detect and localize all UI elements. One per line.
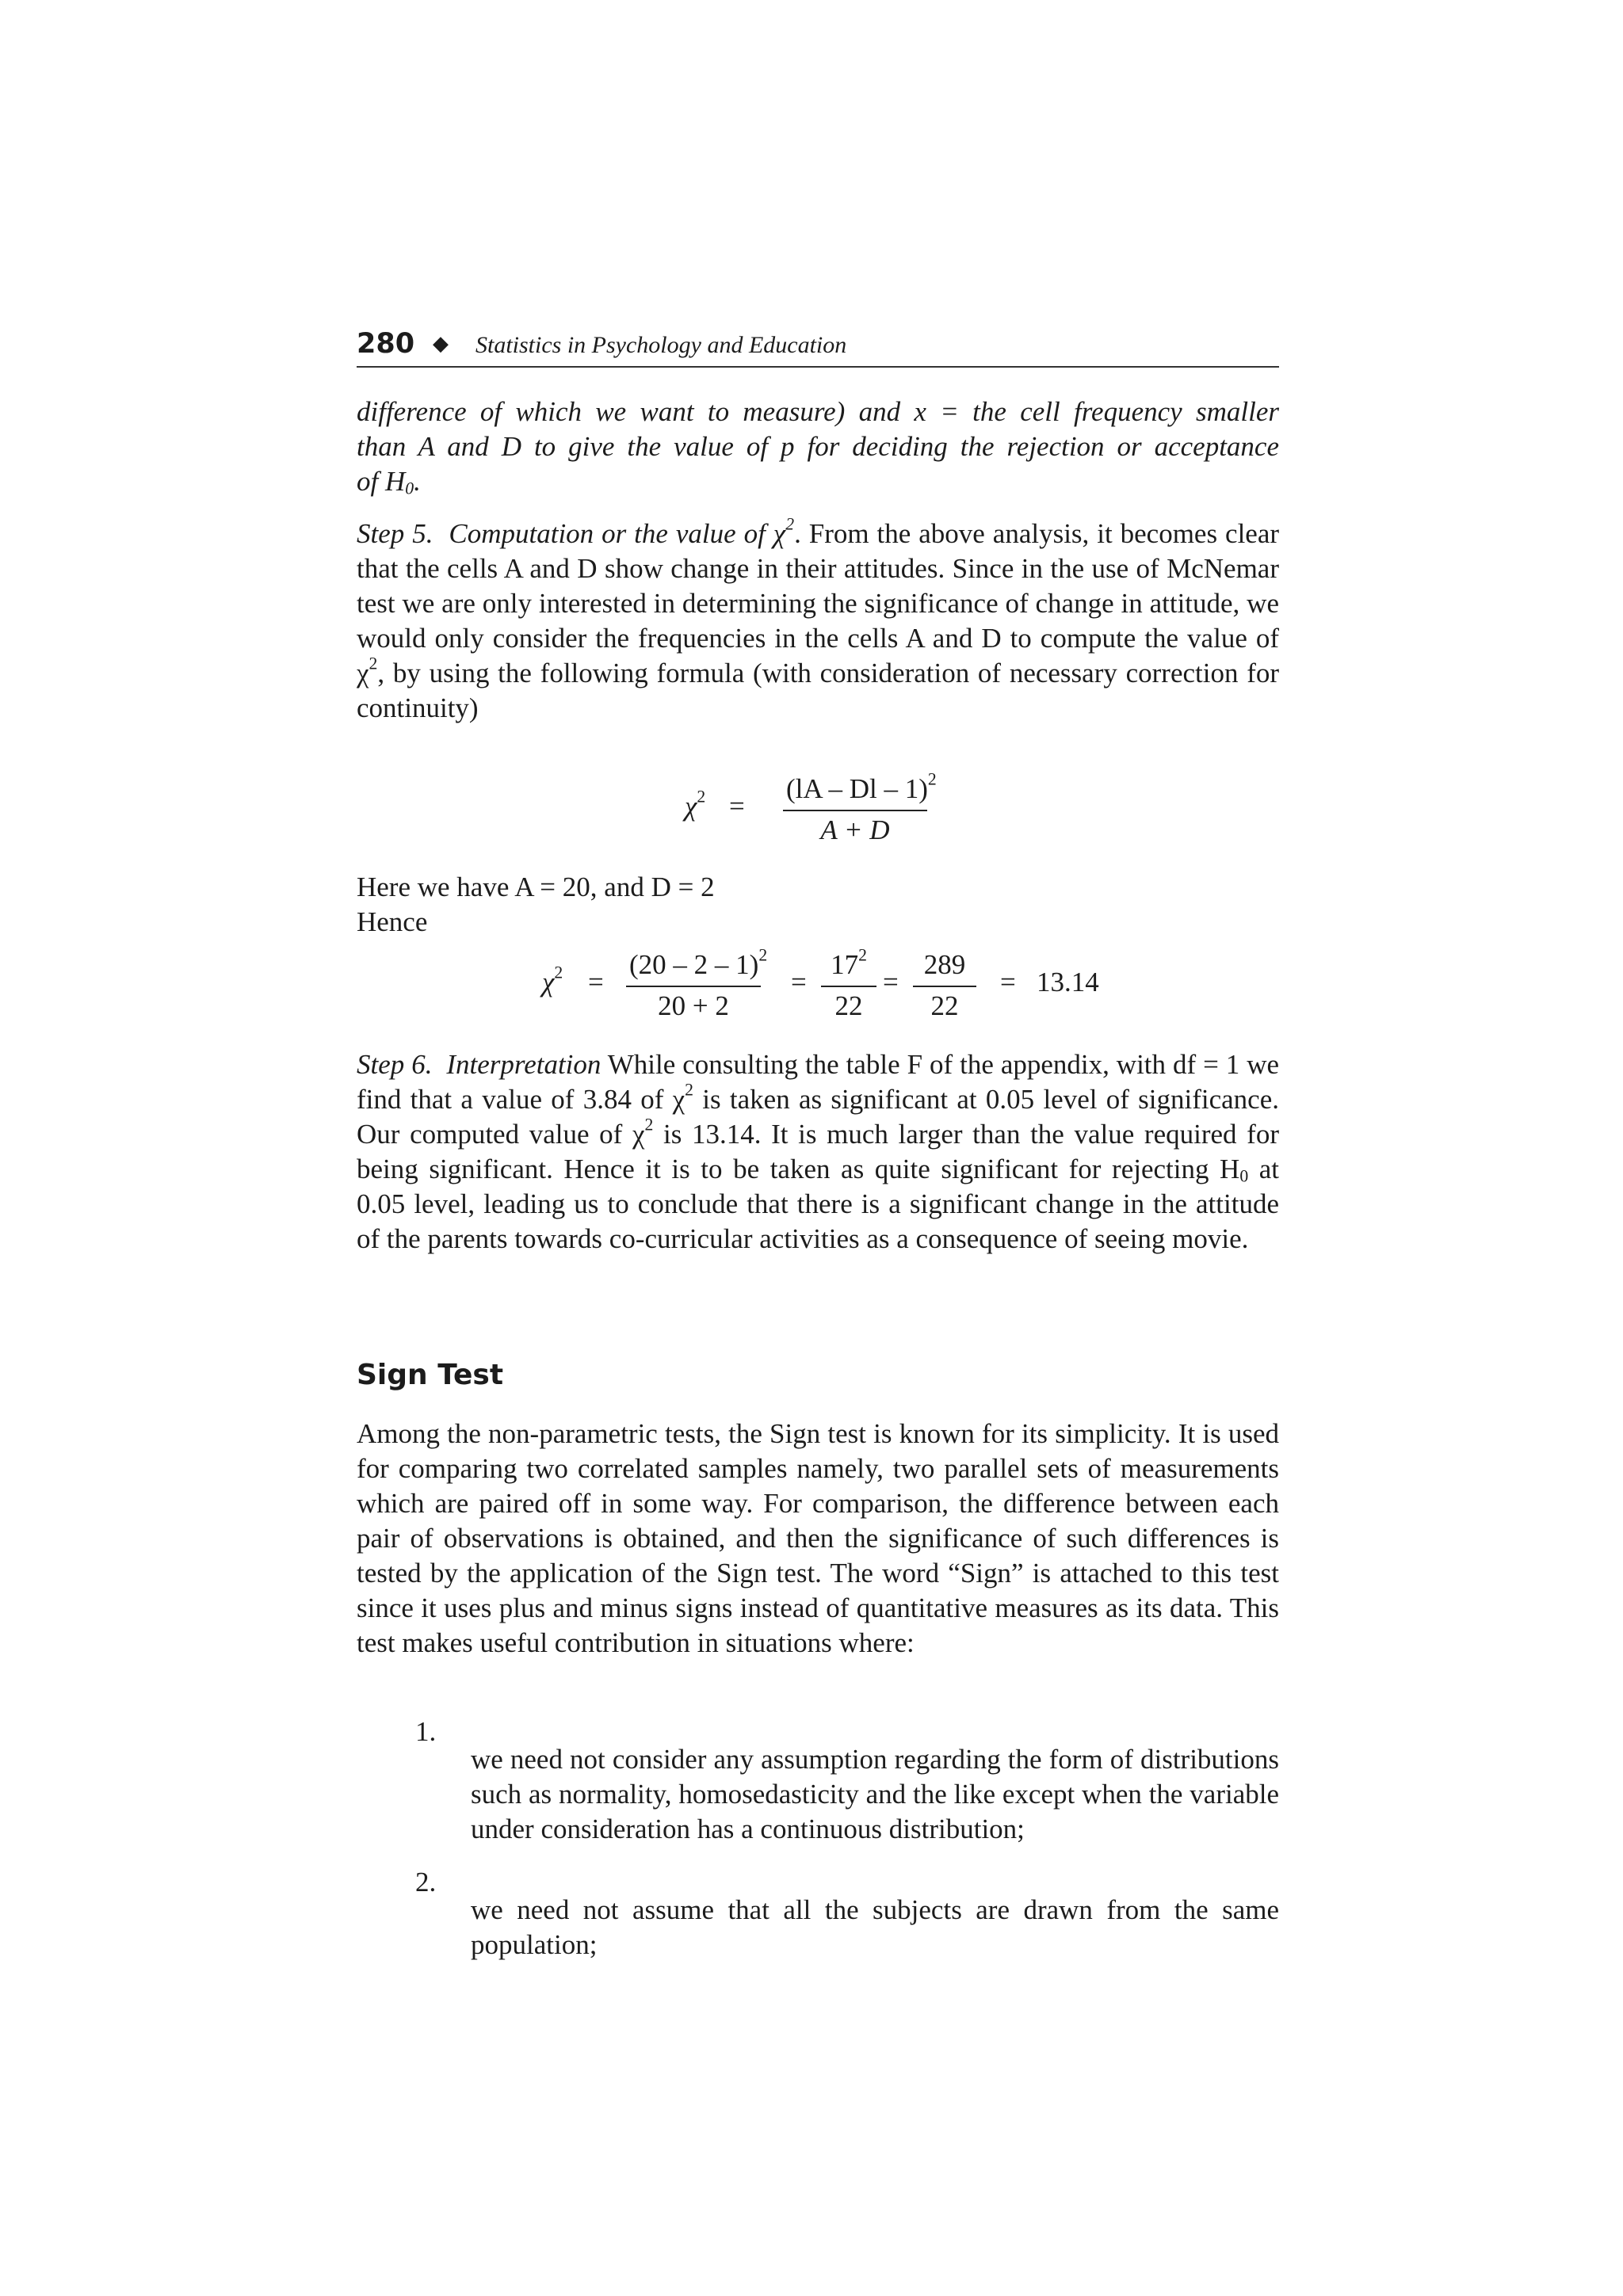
intro-line-1: difference of which we want to measure) and x = the cell frequency smaller bbox=[357, 396, 1279, 427]
step5-paragraph: Step 5. Computation or the value of $\chi^2$. From the above analysis, it becomes clear that the cells A and D show change in their attitudes. Since in the use of McNemar test we are only interested in determining the significance of change in attitude, we would only consider the frequencies in the cells A and D to compute the value of $\chi^2$, by using the following formula (with consideration of necessary correction for continuity) bbox=[357, 514, 1280, 723]
sign-test-text: Among the non-parametric tests, the Sign test is known for its simplicity. It is used for comparing two correlated samples namely, two parallel sets of measurements which are paired off in some way. For comparison, the difference between each pair of observations is obtained, and then the significance of such differences is tested by the application of the Sign test. The word “Sign” is attached to this test since it uses plus and minus signs instead of quantitative measures as its data. This test makes useful contribution in situations where: bbox=[357, 1418, 1279, 1658]
step6-paragraph bbox=[357, 1047, 1279, 1257]
step5-title: Computation or the value of $\chi^2$ bbox=[449, 514, 795, 549]
formula-2-fraction-2: $\frac{17^2}{22}$ bbox=[821, 949, 876, 1022]
page-header bbox=[357, 326, 1279, 368]
formula-2-fraction-1: $\frac{(20 - 2 - 1)^2}{20 + 2}$ bbox=[626, 949, 761, 1022]
formula-1-lhs: $\chi^2$ bbox=[685, 787, 706, 822]
list-item-number: 2. bbox=[415, 1867, 437, 1897]
list-item bbox=[357, 1865, 1279, 1990]
diamond-separator-icon: ◆ bbox=[433, 332, 449, 355]
formula-2-eq-3: = bbox=[883, 967, 899, 997]
list-item bbox=[357, 1714, 1279, 1875]
book-page bbox=[357, 326, 1280, 1960]
formula-1-numerator: (lA – Dl – 1)$^2$ bbox=[783, 773, 927, 811]
formula-2-eq-2: = bbox=[791, 967, 807, 997]
step5-label: Step 5. bbox=[357, 518, 433, 549]
given-line-2: Hence bbox=[357, 906, 428, 937]
given-values bbox=[357, 870, 1279, 940]
formula-2-fraction-3: $\frac{289}{22}$ bbox=[913, 949, 976, 1022]
intro-line-3: of $H_0$. bbox=[357, 466, 421, 498]
step6-title: Interpretation bbox=[446, 1049, 601, 1080]
formula-2-eq-1: = bbox=[588, 967, 604, 997]
section-heading-sign-test: Sign Test bbox=[357, 1359, 504, 1391]
formula-2-result: 13.14 bbox=[1037, 967, 1099, 997]
step6-text: While consulting the table F of the appendix, with df = 1 we find that a value of 3.84 of $\chi^2$ is taken as significant at 0.05 level of significance. Our computed value of $\chi^2$ is 13.14. It is much larger than the value required for being significant. Hence it is to be taken as quite significant for rejecting $H_0$ at 0.05 level, leading us to conclude that there is a significant change in the attitude of the parents towards co-curricular activities as a consequence of seeing movie. bbox=[357, 1049, 1280, 1254]
list-item-text: we need not assume that all the subjects are drawn from the same population; bbox=[471, 1894, 1279, 1960]
formula-2-eq-4: = bbox=[1000, 967, 1016, 997]
intro-paragraph bbox=[357, 395, 1279, 499]
step6-label: Step 6. bbox=[357, 1049, 433, 1080]
intro-line-2: than A and D to give the value of p for deciding the rejection or acceptance bbox=[357, 431, 1279, 462]
list-item-number: 1. bbox=[415, 1716, 437, 1747]
given-line-1: Here we have A = 20, and D = 2 bbox=[357, 871, 715, 902]
running-title: Statistics in Psychology and Education bbox=[475, 332, 847, 358]
sign-test-paragraph bbox=[357, 1417, 1279, 1661]
step5-text: From the above analysis, it becomes clear that the cells A and D show change in their attitudes. Since in the use of McNemar test we are only interested in determining the significance of change in attitude, we would only consider the frequencies in the cells A and D to compute the value of $\chi^2$, by using the following formula (with consideration of necessary correction for continuity) bbox=[357, 518, 1280, 723]
page-number: 280 bbox=[357, 328, 415, 360]
formula-1-fraction bbox=[783, 769, 937, 846]
formula-2-lhs: $\chi^2$ bbox=[542, 963, 563, 997]
formula-1-denominator: A + D bbox=[820, 814, 890, 845]
formula-1-equals: = bbox=[729, 791, 745, 822]
list-item-text: we need not consider any assumption regarding the form of distributions such as normality, homosedasticity and the like except when the variable under consideration has a continuous distribution; bbox=[471, 1744, 1279, 1844]
